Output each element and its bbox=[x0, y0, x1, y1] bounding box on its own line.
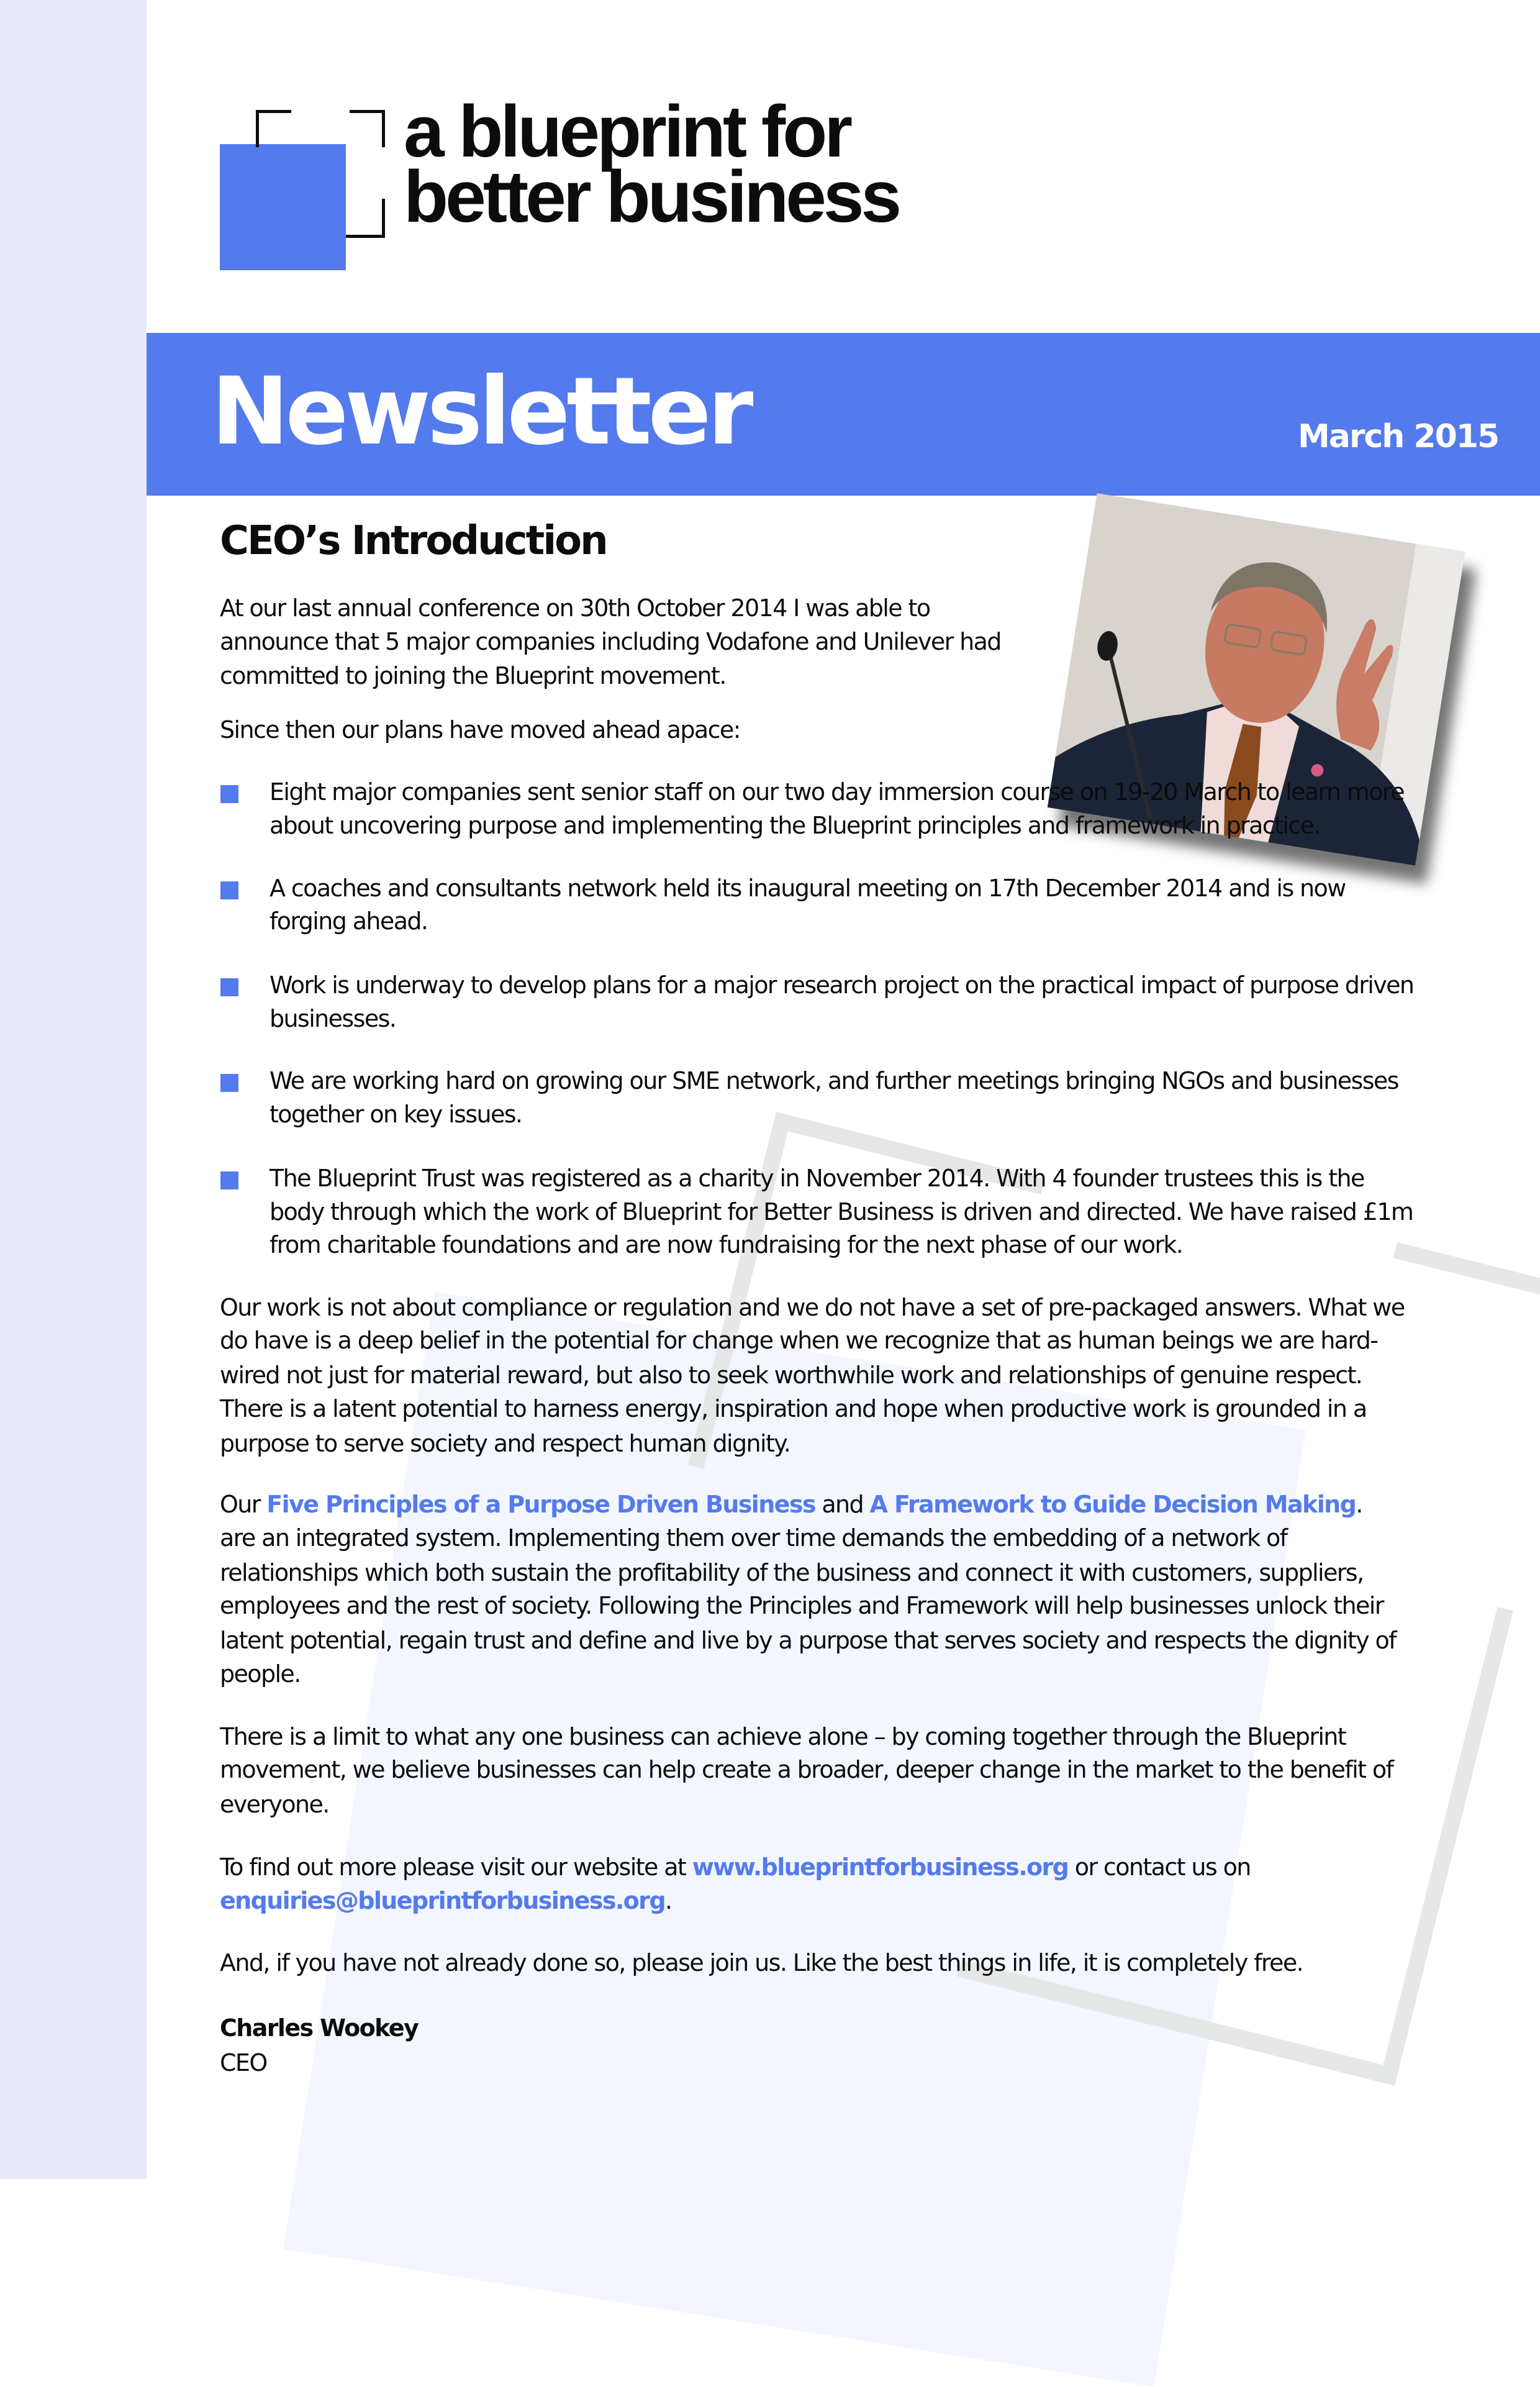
issue-date: March 2015 bbox=[1298, 418, 1499, 455]
text-fragment: and bbox=[815, 1491, 870, 1518]
text-line: committed to joining the Blueprint movement. bbox=[220, 662, 726, 689]
text-line: relationships which both sustain the profitability of the business and connect it with customers, suppliers, bbox=[220, 1559, 1364, 1586]
text-line bbox=[220, 1850, 1251, 1884]
framework-link[interactable]: A Framework to Guide Decision Making bbox=[869, 1491, 1356, 1518]
text-line: people. bbox=[220, 1660, 301, 1688]
square-bullet-icon bbox=[220, 881, 238, 899]
logo-bracket-top-left-icon bbox=[256, 110, 291, 147]
list-item-line: body through which the work of Blueprint for Better Business is driven and directed. We have raised £1m bbox=[270, 1198, 1413, 1225]
list-item-line: businesses. bbox=[270, 1005, 396, 1032]
logo-line-1: a blueprint for bbox=[404, 91, 850, 173]
text-line: latent potential, regain trust and define and live by a purpose that serves society and respects the dignity of bbox=[220, 1627, 1396, 1654]
email-link[interactable]: enquiries@blueprintforbusiness.org bbox=[220, 1887, 665, 1914]
list-item-line: from charitable foundations and are now fundraising for the next phase of our work. bbox=[270, 1231, 1183, 1258]
list-item-line: A coaches and consultants network held its inaugural meeting on 17th December 2014 and is now bbox=[270, 875, 1346, 902]
text-line: purpose to serve society and respect human dignity. bbox=[220, 1430, 790, 1457]
text-fragment: or contact us on bbox=[1068, 1853, 1251, 1881]
text-line: announce that 5 major companies including Vodafone and Unilever had bbox=[220, 628, 1001, 655]
list-item-line: forging ahead. bbox=[270, 907, 428, 935]
text-line: are an integrated system. Implementing them over time demands the embedding of a network of bbox=[220, 1524, 1287, 1552]
list-item-line: Eight major companies sent senior staff on our two day immersion course on 19-20 March to learn more bbox=[270, 778, 1404, 806]
signature-title: CEO bbox=[220, 2049, 267, 2076]
list-item-line: We are working hard on growing our SME network, and further meetings bringing NGOs and businesses bbox=[270, 1067, 1398, 1094]
list-item-line: about uncovering purpose and implementing the Blueprint principles and framework in practice. bbox=[270, 812, 1320, 839]
text-line: Our work is not about compliance or regulation and we do not have a set of pre-packaged answers. What we bbox=[220, 1294, 1405, 1321]
background-bracket-top-right bbox=[1384, 1242, 1540, 1354]
logo-blue-square-icon bbox=[220, 144, 346, 270]
logo-bracket-bottom-right-icon bbox=[346, 199, 385, 238]
text-fragment: . bbox=[664, 1887, 672, 1914]
text-line bbox=[220, 1884, 671, 1917]
text-line: do have is a deep belief in the potential for change when we recognize that as human beings we are hard- bbox=[220, 1327, 1378, 1354]
left-margin-strip bbox=[0, 0, 147, 2179]
logo-bracket-top-right-icon bbox=[350, 110, 385, 147]
list-item-line: Work is underway to develop plans for a major research project on the practical impact of purpose driven bbox=[270, 971, 1414, 999]
square-bullet-icon bbox=[220, 978, 238, 996]
website-link[interactable]: www.blueprintforbusiness.org bbox=[692, 1853, 1069, 1881]
text-fragment: . bbox=[1356, 1491, 1362, 1518]
text-line bbox=[220, 1488, 1362, 1521]
join-paragraph: And, if you have not already done so, please join us. Like the best things in life, it is completely free. bbox=[220, 1949, 1303, 1976]
text-line: At our last annual conference on 30th October 2014 I was able to bbox=[220, 594, 930, 622]
text-line: movement, we believe businesses can help create a broader, deeper change in the market to the benefit of bbox=[220, 1756, 1393, 1783]
list-item-line: together on key issues. bbox=[270, 1101, 522, 1128]
text-line: There is a limit to what any one business can achieve alone – by coming together through the Blueprint bbox=[220, 1723, 1346, 1750]
square-bullet-icon bbox=[220, 1171, 238, 1189]
text-fragment: To find out more please visit our website at bbox=[220, 1853, 692, 1881]
text-line: employees and the rest of society. Following the Principles and Framework will help businesses unlock their bbox=[220, 1592, 1384, 1619]
five-principles-link[interactable]: Five Principles of a Purpose Driven Business bbox=[266, 1491, 815, 1518]
lead-in-text: Since then our plans have moved ahead apace: bbox=[220, 716, 740, 743]
article-heading: CEO’s Introduction bbox=[220, 518, 607, 564]
text-fragment: Our bbox=[220, 1491, 267, 1518]
text-line: everyone. bbox=[220, 1791, 329, 1818]
list-item-line: The Blueprint Trust was registered as a charity in November 2014. With 4 founder trustees this is the bbox=[270, 1165, 1364, 1192]
text-line: There is a latent potential to harness energy, inspiration and hope when productive work is grounded in a bbox=[220, 1395, 1367, 1422]
square-bullet-icon bbox=[220, 785, 238, 803]
newsletter-title: Newsletter bbox=[211, 358, 750, 466]
signature-name: Charles Wookey bbox=[220, 2014, 419, 2042]
text-line: wired not just for material reward, but also to seek worthwhile work and relationships of genuine respect. bbox=[220, 1362, 1362, 1389]
logo-line-2: better business bbox=[404, 156, 899, 238]
square-bullet-icon bbox=[220, 1074, 238, 1092]
logo-wordmark bbox=[404, 91, 899, 238]
